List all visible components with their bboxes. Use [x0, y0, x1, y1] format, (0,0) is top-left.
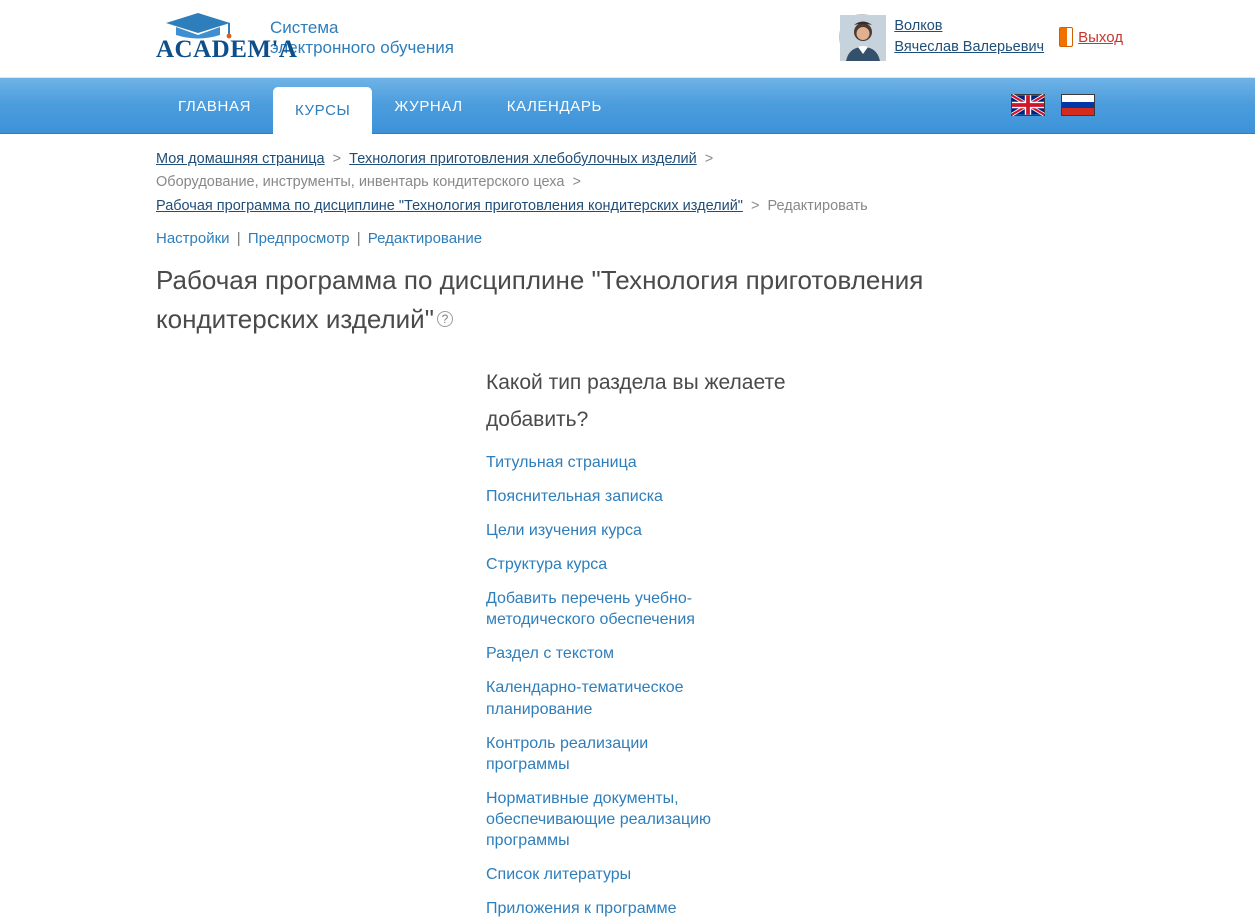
english-flag-icon[interactable]	[1011, 94, 1045, 116]
chooser-option-text-section[interactable]: Раздел с текстом	[486, 645, 615, 663]
nav-item-glavnaya[interactable]: ГЛАВНАЯ	[178, 97, 252, 115]
user-block	[839, 14, 1123, 60]
breadcrumb-separator: >	[572, 174, 581, 191]
nav-items	[156, 78, 624, 134]
breadcrumb-separator: >	[332, 151, 342, 167]
help-icon[interactable]: ?	[437, 311, 453, 327]
user-name	[894, 16, 1044, 58]
list-item	[486, 788, 1255, 851]
list-item	[486, 520, 1255, 541]
list-item	[486, 486, 1255, 507]
breadcrumb-separator: >	[704, 151, 714, 167]
nav-item-kursy[interactable]: КУРСЫ	[273, 87, 372, 134]
breadcrumb-item-home[interactable]: Моя домашняя страница	[156, 151, 325, 167]
site-title-line2: электронного обучения	[270, 38, 454, 57]
uk-flag-svg	[1012, 95, 1044, 115]
chooser-option-title-page[interactable]: Титульная страница	[486, 453, 637, 471]
nav-item-kalendar[interactable]: КАЛЕНДАРЬ	[506, 97, 602, 115]
chooser-option-explanatory-note[interactable]: Пояснительная записка	[486, 487, 663, 505]
user-name-line2[interactable]: Вячеслав Валерьевич	[894, 39, 1045, 55]
breadcrumb	[156, 148, 1056, 218]
page-content	[0, 134, 1255, 919]
list-item	[486, 864, 1255, 885]
russian-flag-icon[interactable]	[1061, 94, 1095, 116]
preview-link[interactable]: Предпросмотр	[247, 230, 350, 248]
flag-stripe-blue	[1062, 102, 1094, 109]
chooser-list	[486, 452, 1255, 919]
breadcrumb-item-course[interactable]: Технология приготовления хлебобулочных изделий	[349, 151, 697, 167]
logo-mark	[156, 10, 298, 66]
site-title-line1: Система	[270, 17, 339, 37]
logout-link[interactable]: Выход	[1078, 28, 1123, 46]
page-title	[156, 261, 986, 339]
chooser-option-literature-list[interactable]: Список литературы	[486, 866, 632, 884]
breadcrumb-item-section: Оборудование, инструменты, инвентарь кондитерского цеха	[156, 174, 565, 191]
list-item	[486, 554, 1255, 575]
chooser-heading: Какой тип раздела вы желаете добавить?	[486, 371, 786, 431]
graduation-cap-icon	[162, 12, 234, 38]
language-switcher	[1011, 94, 1095, 116]
breadcrumb-item-program[interactable]: Рабочая программа по дисциплине "Технология приготовления кондитерских изделий"	[156, 197, 743, 214]
breadcrumb-current: Редактировать	[767, 197, 868, 214]
settings-link[interactable]: Настройки	[156, 230, 230, 248]
list-item	[486, 452, 1255, 473]
edit-link[interactable]: Редактирование	[367, 230, 483, 248]
breadcrumb-separator: >	[750, 197, 760, 214]
chooser-option-methodical-support[interactable]: Добавить перечень учебно-методического обеспечения	[486, 590, 695, 629]
list-item	[486, 677, 1255, 719]
list-item	[486, 733, 1255, 775]
nav-item-zhurnal[interactable]: ЖУРНАЛ	[394, 97, 463, 115]
avatar[interactable]	[839, 14, 885, 60]
flag-stripe-red	[1062, 108, 1094, 115]
action-links	[156, 230, 1255, 247]
page-title-text: Рабочая программа по дисциплине "Технология приготовления кондитерских изделий"	[156, 265, 924, 335]
action-divider: |	[236, 230, 241, 248]
section-type-chooser	[486, 365, 1255, 919]
chooser-option-calendar-planning[interactable]: Календарно-тематическое планирование	[486, 679, 684, 718]
chooser-option-course-structure[interactable]: Структура курса	[486, 556, 608, 573]
chooser-option-program-control[interactable]: Контроль реализации программы	[486, 734, 649, 773]
flag-stripe-white	[1062, 95, 1094, 102]
logo-wordmark: ACADEM'A	[156, 36, 298, 63]
chooser-option-program-appendices[interactable]: Приложения к программе	[486, 900, 677, 918]
list-item	[486, 588, 1255, 630]
main-navigation	[0, 78, 1255, 134]
logout-block[interactable]	[1059, 27, 1123, 47]
site-logo[interactable]	[156, 10, 454, 66]
chooser-option-course-goals[interactable]: Цели изучения курса	[486, 521, 642, 539]
user-name-line1[interactable]: Волков	[894, 17, 943, 34]
logout-icon	[1059, 27, 1073, 47]
chooser-option-normative-documents[interactable]: Нормативные документы, обеспечивающие реализацию программы	[486, 789, 712, 850]
list-item	[486, 643, 1255, 664]
site-title	[270, 18, 454, 58]
avatar-image	[840, 15, 886, 61]
list-item	[486, 898, 1255, 919]
site-header	[0, 0, 1255, 78]
action-divider: |	[356, 230, 361, 248]
